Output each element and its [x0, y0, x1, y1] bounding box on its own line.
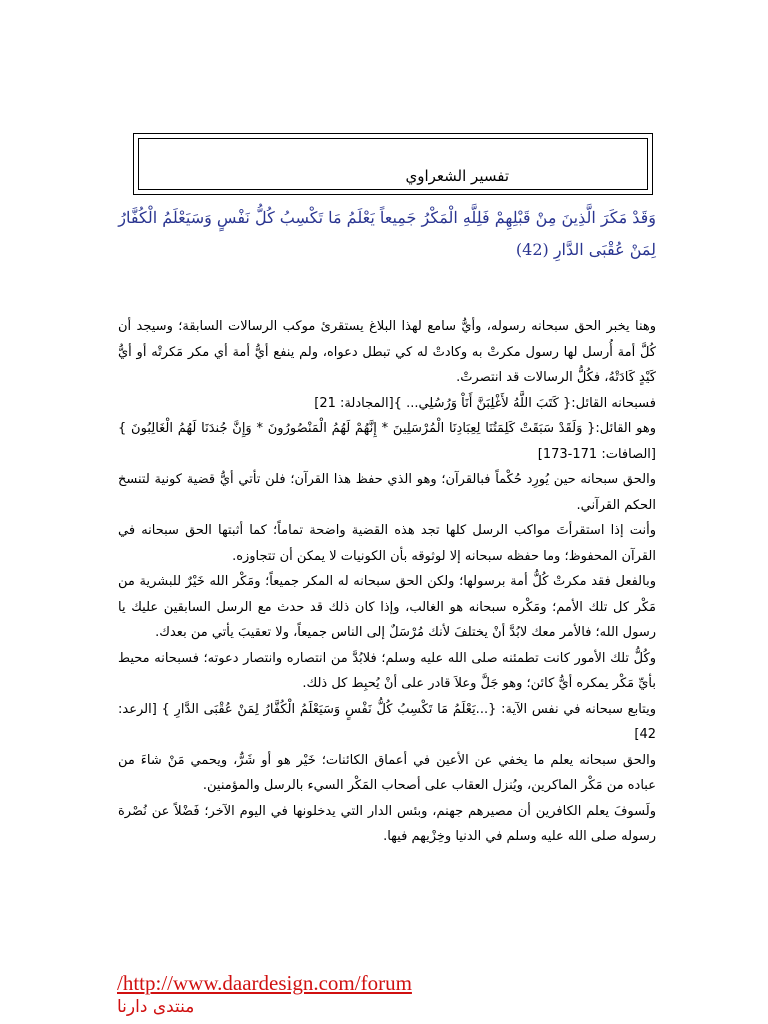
commentary-paragraph: والحق سبحانه حين يُورِد حُكْماً فبالقرآن؛ وهو الذي حفظ هذا القرآن؛ فلن تأتي أيُّ قضية كونية لتنسخ الحكم القرآني.: [118, 472, 656, 513]
commentary-paragraph: وكُلُّ تلك الأمور كانت تطمئنه صلى الله عليه وسلم؛ فلابُدَّ من انتصاره وانتصار دعوته؛ فسبحانه محيط بأيِّ مَكْر يمكره أيُّ كائن؛ وهو جَلَّ وعلاَ قادر على أنْ يُحبِط كل ذلك.: [118, 650, 656, 691]
commentary-paragraph: وهو القائل:{ وَلَقَدْ سَبَقَتْ كَلِمَتُنَا لِعِبَادِنَا الْمُرْسَلِينَ * إِنَّهُمْ لَهُمُ الْمَنْصُورُونَ * وَإِنَّ جُندَنَا لَهُمُ الْغَالِبُونَ }[الصافات: 171-173]: [118, 421, 656, 462]
commentary-paragraph: ولَسوفَ يعلم الكافرين أن مصيرهم جهنم، وبئس الدار التي يدخلونها في اليوم الآخر؛ فَضْلاً عن نُصْرة رسوله صلى الله عليه وسلم في الدنيا وخِزْيهم فيها.: [118, 803, 656, 844]
commentary-paragraph: وأنت إذا استقرأتَ مواكب الرسل كلها تجد هذه القضية واضحة تماماً؛ كما أثبتها الحق سبحانه في القرآن المحفوظ؛ وما حفظه سبحانه إلا لوثوقه بأن الكونيات لا يمكن أن تتجاوزه.: [118, 523, 656, 564]
commentary-paragraph: فسبحانه القائل:{ كَتَبَ اللَّهُ لأَغْلِبَنَّ أَنَاْ وَرُسُلِي... }[المجادلة: 21]: [314, 395, 656, 411]
title-frame: [133, 133, 653, 195]
commentary-paragraph: ويتابع سبحانه في نفس الآية: {...يَعْلَمُ مَا تَكْسِبُ كُلُّ نَفْسٍ وَسَيَعْلَمُ الْكُفَّارُ لِمَنْ عُقْبَى الدَّارِ } [الرعد: 42]: [118, 701, 656, 742]
forum-name: منتدى دارنا: [117, 997, 195, 1017]
forum-link[interactable]: /http://www.daardesign.com/forum: [117, 971, 412, 995]
commentary-paragraph: وهنا يخبر الحق سبحانه رسوله، وأيُّ سامع لهذا البلاغ يستقرئ موكب الرسالات السابقة؛ وسيجد أن كُلَّ أمة أُرسل لها رسول مكرتْ به وكادتْ له كي تبطل دعواه، ولم ينفع أيُّ أمة أي مكر مَكرتْه أو أيُّ كَيْدٍ كَادَتْهُ، فكُلُّ الرسالات قد انتصرتْ.: [118, 319, 656, 385]
commentary-paragraph: وبالفعل فقد مكرتْ كُلُّ أمة برسولها؛ ولكن الحق سبحانه له المكر جميعاً؛ ومَكْر الله خَيْرٌ للبشرية من مَكْر كل تلك الأمم؛ ومَكْره سبحانه هو الغالب، وإذا كان ذلك قد حدث مع الرسل السابقين عليك يا رسول الله؛ فالأمر معك لابُدَّ أنْ يختلفَ لأنك مُرْسَلٌ إلى الناس جميعاً، ولا تعقيبَ يأتي من بعدك.: [118, 574, 656, 640]
commentary-paragraph: والحق سبحانه يعلم ما يخفي عن الأعين في أعماق الكائنات؛ خَيْر هو أو شَرٌّ، ويحمي مَنْ شاءَ من عباده من مَكْر الماكرين، ويُنزل العقاب على أصحاب المَكْر السيء بالرسل والمؤمنين.: [118, 752, 656, 793]
commentary-body: [118, 314, 656, 850]
title-inner-frame: [138, 138, 648, 190]
quran-verse: وَقَدْ مَكَرَ الَّذِينَ مِنْ قَبْلِهِمْ فَلِلَّهِ الْمَكْرُ جَمِيعاً يَعْلَمُ مَا تَكْسِبُ كُلُّ نَفْسٍ وَسَيَعْلَمُ الْكُفَّارُ لِمَنْ عُقْبَى الدَّارِ (42): [118, 208, 656, 259]
page-title: تفسير الشعراوي: [405, 167, 509, 185]
